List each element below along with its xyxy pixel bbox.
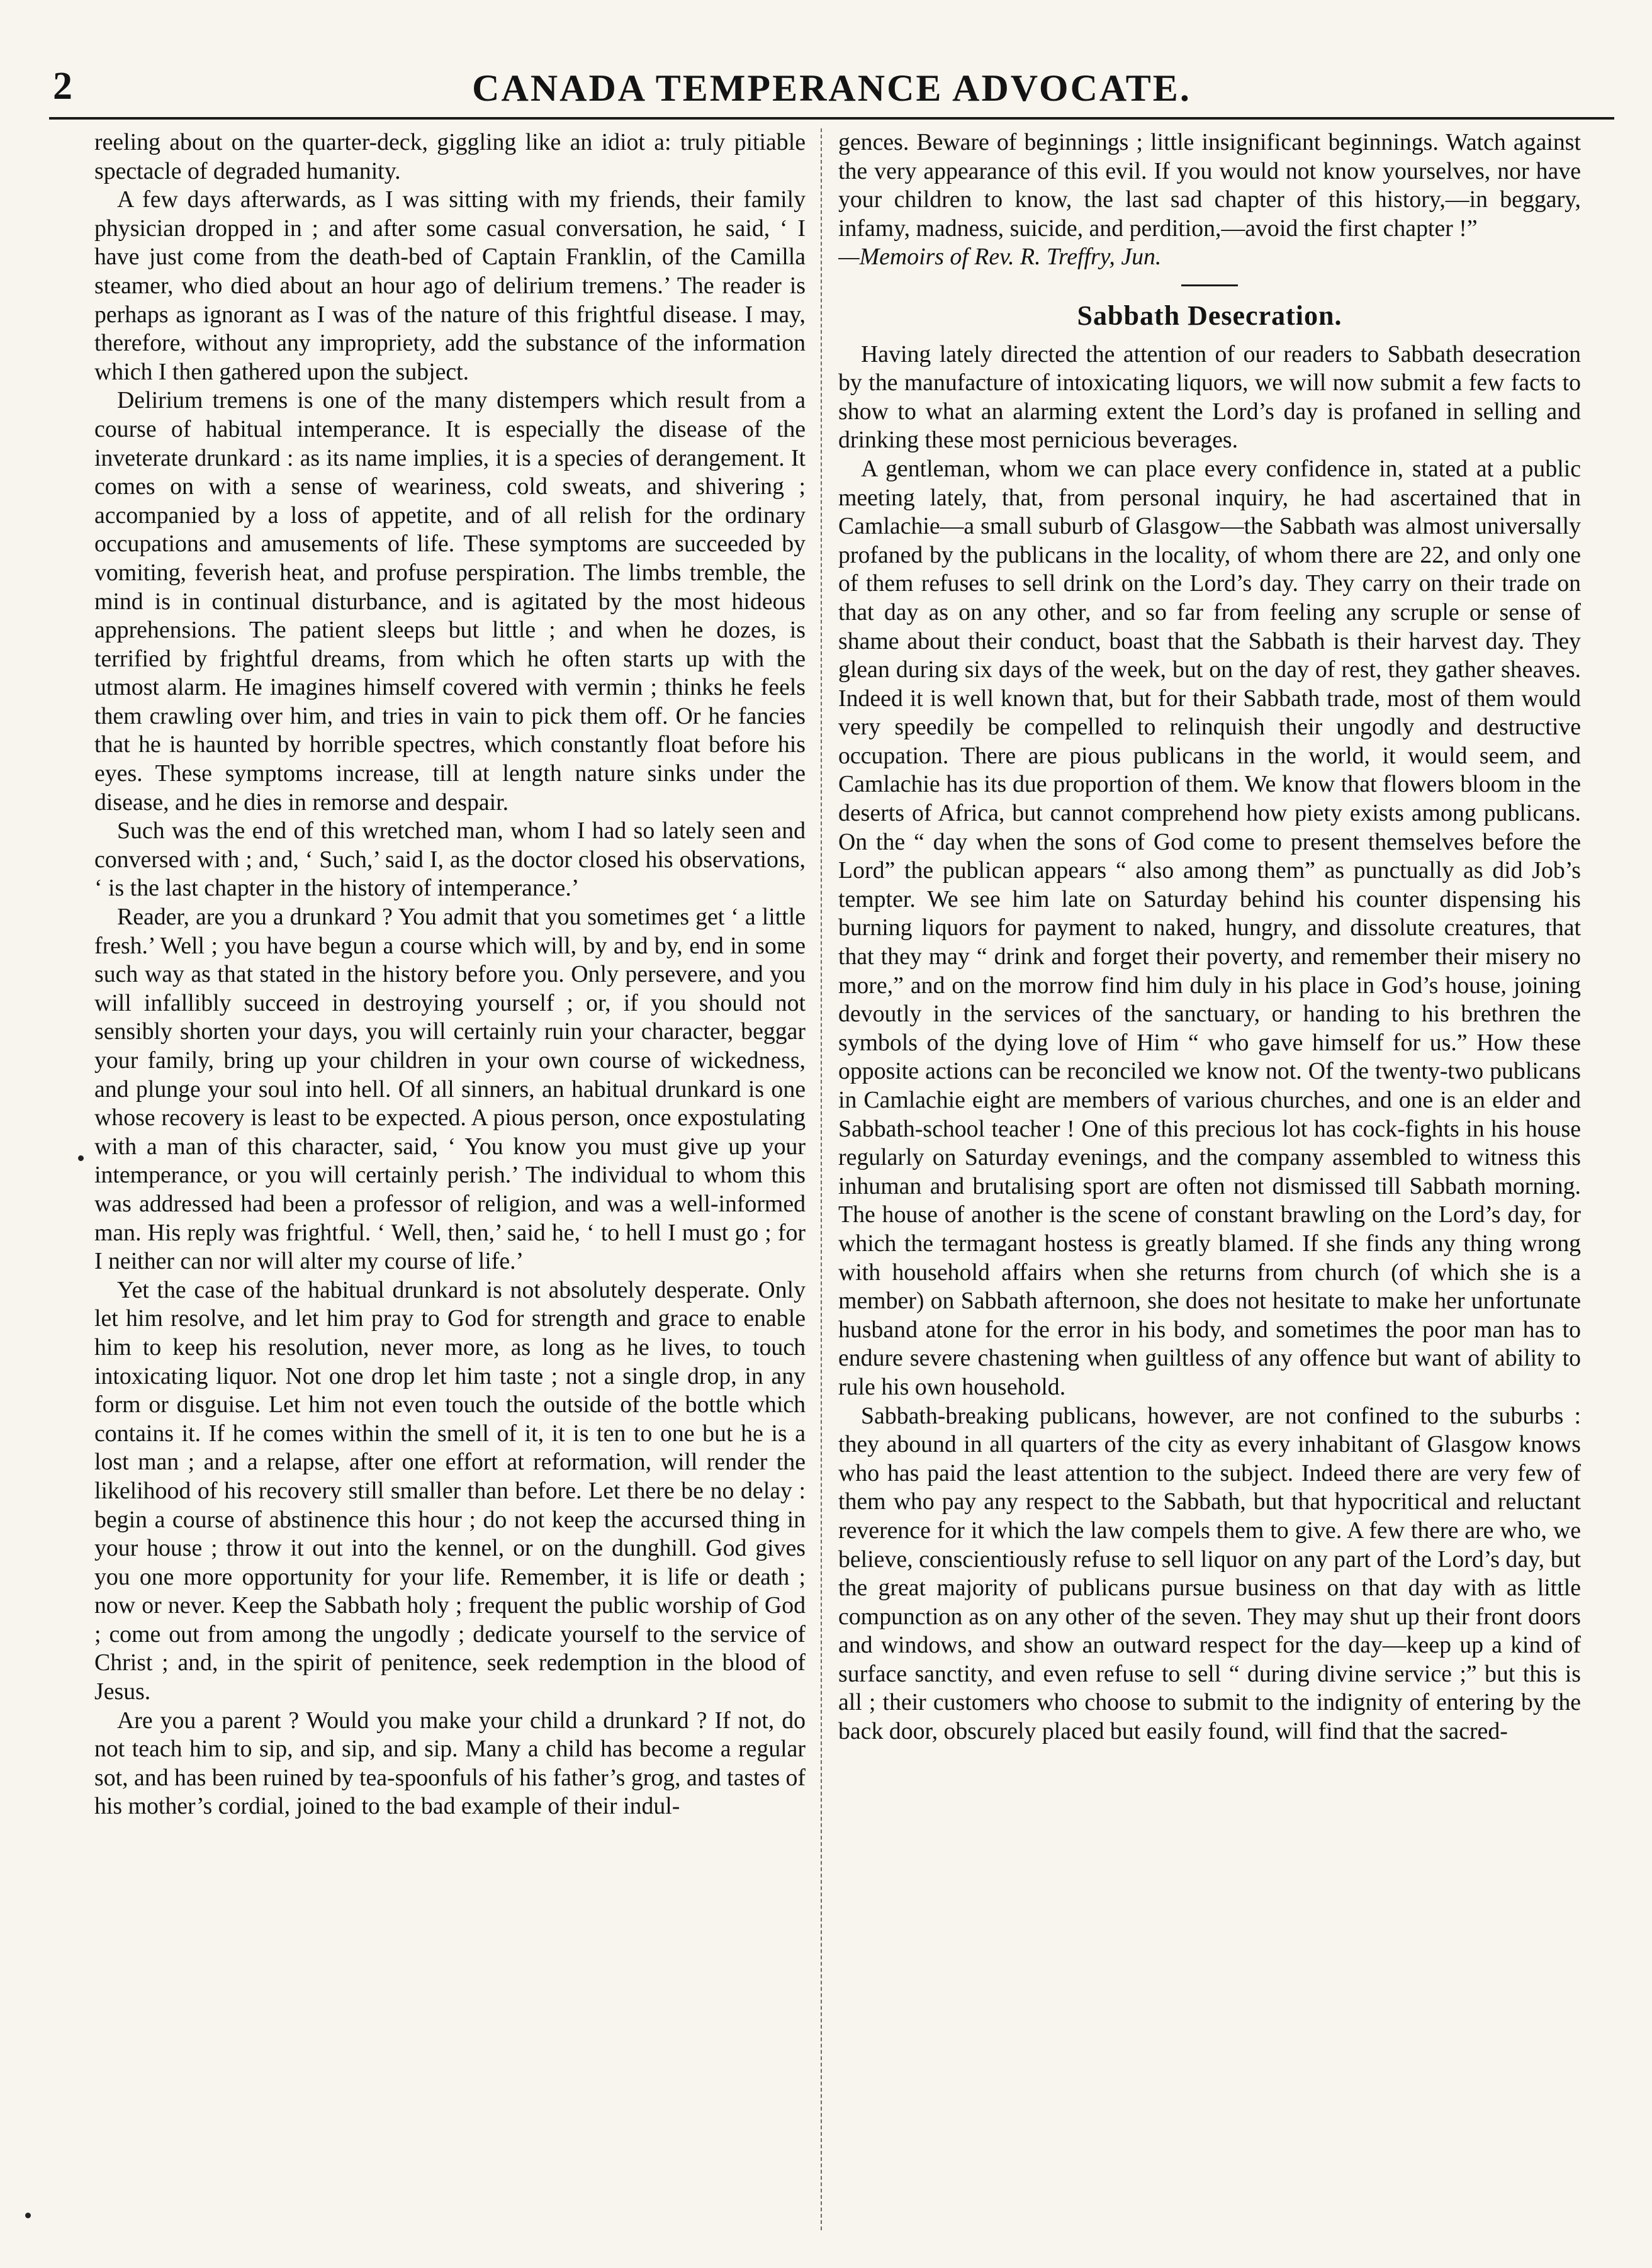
paragraph: Having lately directed the attention of our readers to Sabbath desecration by the manufacture of intoxicating liquors, we will now submit a few facts to show to what an alarming extent the Lord’s day is profaned in selling and drinking these most pernicious beverages. <box>838 340 1581 454</box>
running-title: CANADA TEMPERANCE ADVOCATE. <box>472 67 1191 109</box>
section-separator <box>1181 284 1238 286</box>
column-divider <box>821 128 822 2230</box>
page-number: 2 <box>53 65 72 108</box>
paragraph: Are you a parent ? Would you make your child a drunkard ? If not, do not teach him to sip, and sip, and sip. Many a child has become a regular sot, and has been ruined by tea-spoonfuls of his father’s grog, and tastes of his mother’s cordial, joined to the bad example of their indul- <box>94 1707 806 1820</box>
right-column <box>838 128 1581 2230</box>
paragraph: gences. Beware of beginnings ; little insignificant beginnings. Watch against the very appearance of this evil. If you would not know yourselves, nor have your children to know, the last sad chapter of this history,—in beggary, infamy, madness, suicide, and perdition,—avoid the first chapter !” <box>838 129 1581 242</box>
left-column <box>94 128 806 2230</box>
paragraph: Such was the end of this wretched man, whom I had so lately seen and conversed with ; and, ‘ Such,’ said I, as the doctor closed his observations, ‘ is the last chapter in the history of intemperance.’ <box>94 817 806 902</box>
paragraph: Yet the case of the habitual drunkard is not absolutely desperate. Only let him resolve, and let him pray to God for strength and grace to enable him to keep his resolution, never more, as long as he lives, to touch intoxicating liquor. Not one drop let him taste ; not a single drop, in any form or disguise. Let him not even touch the outside of the bottle which contains it. If he comes within the smell of it, it is ten to one but he is a lost man ; and a relapse, after one effort at reformation, will render the likelihood of his recovery still smaller than before. Let there be no delay : begin a course of abstinence this hour ; do not keep the accursed thing in your house ; throw it out into the kennel, or on the dunghill. God gives you one more opportunity for your life. Remember, it is life or death ; now or never. Keep the Sabbath holy ; frequent the public worship of God ; come out from among the ungodly ; dedicate yourself to the service of Christ ; and, in the spirit of penitence, seek redemption in the blood of Jesus. <box>94 1276 806 1705</box>
print-speck <box>78 1155 84 1161</box>
paragraph: A few days afterwards, as I was sitting with my friends, their family physician dropped in ; and after some casual conversation, he said, ‘ I have just come from the death-bed of Captain Franklin, of the Camilla steamer, who died about an hour ago of delirium tremens.’ The reader is perhaps as ignorant as I was of the nature of this frightful disease. I may, therefore, without any impropriety, add the substance of the information which I then gathered upon the subject. <box>94 186 806 385</box>
section-heading: Sabbath Desecration. <box>1077 300 1342 331</box>
attribution: —Memoirs of Rev. R. Treffry, Jun. <box>838 244 1162 271</box>
paragraph: Delirium tremens is one of the many distempers which result from a course of habitual intemperance. It is especially the disease of the inveterate drunkard : as its name implies, it is a species of derangement. It comes on with a sense of weariness, cold sweats, and shivering ; accompanied by a loss of appetite, and of all relish for the ordinary occupations and amusements of life. These symptoms are succeeded by vomiting, feverish heat, and profuse perspiration. The limbs tremble, the mind is in continual disturbance, and is agitated by the most hideous apprehensions. The patient sleeps but little ; and when he dozes, is terrified by frightful dreams, from which he often starts up with the utmost alarm. He imagines himself covered with vermin ; thinks he feels them crawling over him, and tries in vain to pick them off. Or he fancies that he is haunted by horrible spectres, which constantly float before his eyes. These symptoms increase, till at length nature sinks under the disease, and he dies in remorse and despair. <box>94 387 806 816</box>
paragraph: reeling about on the quarter-deck, giggling like an idiot a: truly pitiable spectacle of degraded humanity. <box>94 129 806 184</box>
paragraph: Reader, are you a drunkard ? You admit that you sometimes get ‘ a little fresh.’ Well ; you have begun a course which will, by and by, end in some such way as that stated in the history before you. Only persevere, and you will infallibly succeed in destroying yourself ; or, if you should not sensibly shorten your days, you will certainly ruin your character, beggar your family, bring up your children in your own course of wickedness, and plunge your soul into hell. Of all sinners, an habitual drunkard is one whose recovery is least to be expected. A pious person, once expostulating with a man of this character, said, ‘ You know you must give up your intemperance, or you will certainly perish.’ The individual to whom this was addressed had been a professor of religion, and was a well-informed man. His reply was frightful. ‘ Well, then,’ said he, ‘ to hell I must go ; for I neither can nor will alter my course of life.’ <box>94 904 806 1275</box>
print-speck <box>25 2213 31 2218</box>
paragraph: A gentleman, whom we can place every confidence in, stated at a public meeting lately, that, from personal inquiry, he had ascertained that in Camlachie—a small suburb of Glasgow—the Sabbath was almost universally profaned by the publicans in the locality, of whom there are 22, and only one of them refuses to sell drink on the Lord’s day. They carry on their trade on that day as on any other, and so far from feeling any scruple or sense of shame about their conduct, boast that the Sabbath is their harvest day. They glean during six days of the week, but on the day of rest, they gather sheaves. Indeed it is well known that, but for their Sabbath trade, most of them would very speedily be compelled to relinquish their ungodly and destructive occupation. There are pious publicans in the world, it would seem, and Camlachie has its due proportion of them. We know that flowers bloom in the deserts of Africa, but cannot comprehend how piety exists among publicans. On the “ day when the sons of God come to present themselves before the Lord” the publican appears “ also among them” as punctually as did Job’s tempter. We see him late on Saturday behind his counter dispensing his burning liquors for payment to naked, hungry, and dissolute creatures, that that they may “ drink and forget their poverty, and remember their misery no more,” and on the morrow find him duly in his place in God’s house, joining devoutly in the services of the sanctuary, or handing to his brethren the symbols of the dying love of Him “ who gave himself for us.” How these opposite actions can be reconciled we know not. Of the twenty-two publicans in Camlachie eight are members of various churches, and one is an elder and Sabbath-school teacher ! One of this precious lot has cock-fights in his house regularly on Saturday evenings, and the company assembled to witness this inhuman and brutalising sport are often not dismissed till Sabbath morning. The house of another is the scene of constant brawling on the Lord’s day, for which the termagant hostess is greatly blamed. If she finds any thing wrong with household affairs when she returns from church (of which she is a member) on Sabbath afternoon, she does not hesitate to make her unfortunate husband atone for the error in his body, and sometimes the poor man has to endure severe chastening when guiltless of any offence but want of ability to rule his own household. <box>838 455 1581 1400</box>
page-header <box>49 60 1614 120</box>
paragraph: Sabbath-breaking publicans, however, are not confined to the suburbs : they abound in all quarters of the city as every inhabitant of Glasgow knows who has paid the least attention to the subject. Indeed there are very few of them who pay any respect to the Sabbath, but that hypocritical and reluctant reverence for it which the law compels them to give. A few there are who, we believe, conscientiously refuse to sell liquor on any part of the Lord’s day, but the great majority of publicans pursue business on that day with as little compunction as on any other of the seven. They may shut up their front doors and windows, and show an outward respect for the day—keep up a kind of surface sanctity, and even refuse to sell “ during divine service ;” but this is all ; their customers who choose to submit to the indignity of entering by the back door, obscurely placed but easily found, will find that the sacred- <box>838 1402 1581 1745</box>
